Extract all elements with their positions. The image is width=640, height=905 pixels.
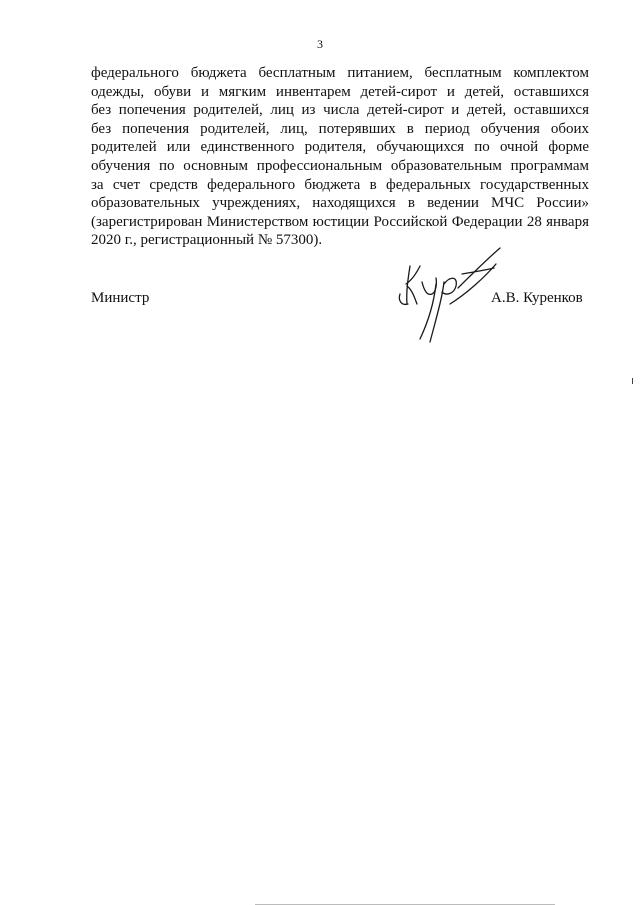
signer-name: А.В. Куренков: [491, 290, 583, 306]
text-line: одежды, обуви и мягким инвентарем детей-сирот и детей, оставшихся: [91, 83, 589, 100]
text-line: (зарегистрирован Министерством юстиции Российской Федерации 28 января: [91, 213, 589, 230]
text-line: обучения по основным профессиональным образовательным программам: [91, 157, 589, 174]
text-line: федерального бюджета бесплатным питанием, бесплатным комплектом: [91, 65, 589, 81]
text-line: родителей или единственного родителя, обучающихся по очной форме: [91, 139, 589, 156]
text-line: образовательных учреждениях, находящихся в ведении МЧС России»: [91, 195, 589, 212]
body-paragraph: [91, 64, 589, 250]
page-number: 3: [317, 37, 323, 51]
text-line: без попечения родителей, лиц из числа детей-сирот и детей, оставшихся: [91, 102, 589, 119]
text-line: за счет средств федерального бюджета в федеральных государственных: [91, 176, 589, 193]
signer-role: Министр: [91, 290, 150, 306]
text-line: 2020 г., регистрационный № 57300).: [91, 232, 323, 249]
scan-edge-mark: [632, 378, 633, 384]
text-line: без попечения родителей, лиц, потерявших в период обучения обоих: [91, 120, 589, 137]
